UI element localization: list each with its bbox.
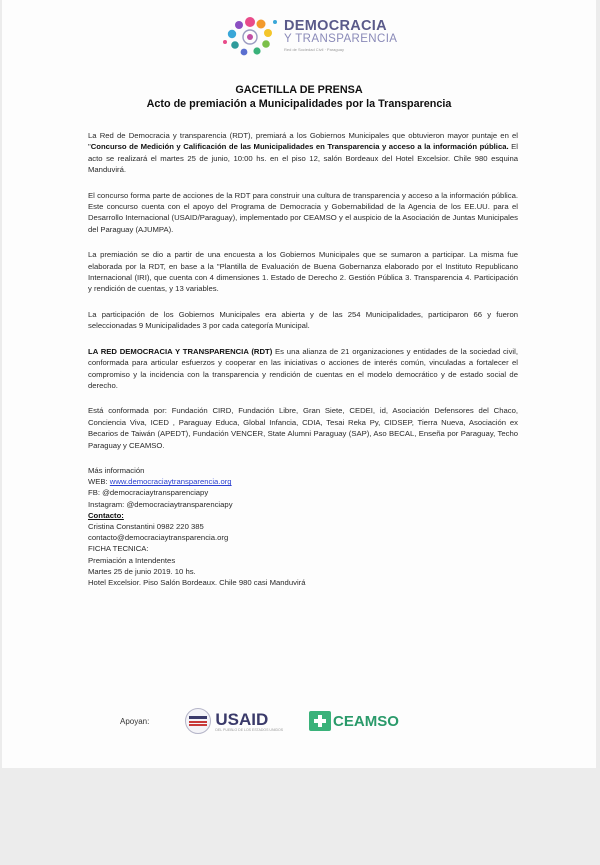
facebook-handle: FB: @democraciaytransparenciapy [88,488,209,498]
rdt-name: LA RED DEMOCRACIA Y TRANSPARENCIA (RDT) [88,346,273,356]
paragraph-rdt [88,346,518,392]
logo-dots-icon [220,12,280,58]
usaid-tagline: DEL PUEBLO DE LOS ESTADOS UNIDOS [215,727,284,732]
paragraph-participation: La participación de los Gobiernos Municipales era abierta y de las 254 Municipalidades, participaron 66 y fueron seleccionadas 9 Municipalidades 3 por cada categoría Municipal. [88,309,518,331]
contact-title: Contacto: [88,510,124,520]
paragraph-contest: El concurso forma parte de acciones de la RDT para construir una cultura de transparencia y acceso a la información pública. Este concurso cuenta con el apoyo del Programa de Democracia y Gobernabilidad de la Agencia de los EE.UU. para el Desarrollo Internacional (USAID/Paraguay), implementado por CEAMSO y el auspicio de la Asociación de Juntas Municipales del Paraguay (AJUMPA). [88,190,518,234]
contest-name: Concurso de Medición y Calificación de las Municipalidades en Transparencia y acceso a la información pública. [90,142,509,152]
document-subtitle: Acto de premiación a Municipalidades por la Transparencia [146,98,452,110]
supporters-label: Apoyan: [120,716,150,726]
usaid-logo [185,708,283,734]
ceamso-logo [309,711,399,731]
ceamso-plus-icon [309,711,331,731]
ficha-event: Premiación a Intendentes [88,555,176,565]
paragraph-survey: La premiación se dio a partir de una encuesta a los Gobiernos Municipales que se sumaron a participar. La misma fue elaborada por la RDT, en base a la "Plantilla de Evaluación de Buena Gobernanza elaborado por el Instituto Republicano Internacional (IRI), que cuenta con 4 dimensiones 1. Estado de Derecho 2. Gestión Pública 3. Transparencia 4. Participación y rendición de cuentas, y 13 variables. [88,250,518,294]
p1-details: El acto se realizará el martes 25 de junio, 10:00 hs. en el piso 12, salón Bordeaux del Hotel Excelsior. Chile 980 esquina Manduvirá. [88,142,518,175]
logo-title: DEMOCRACIA [284,17,387,34]
rdt-description: Es una alianza de 21 organizaciones y entidades de la sociedad civil, conformada para articular esfuerzos y cooperar en las iniciativas o acciones de interés común, vinculadas a fortalecer el compromiso y la incidencia con la transparencia y rendición de cuentas en el modelo democrático y de estado social de derecho. [88,346,518,390]
ceamso-wordmark: CEAMSO [333,712,399,730]
p1-text: La Red de Democracia y transparencia (RDT), premiará a los Gobiernos Municipales que obtuvieron mayor puntaje en el " [88,131,518,152]
press-release-page [2,0,596,768]
document-body [88,130,518,588]
contact-email: contacto@democraciaytransparencia.org [88,533,229,543]
paragraph-announcement [88,130,518,176]
supporters-row [120,708,399,734]
democracia-transparencia-logo [220,12,397,58]
ficha-title: FICHA TECNICA: [88,544,149,554]
ficha-date: Martes 25 de junio 2019. 10 hs. [88,566,196,576]
contact-name-phone: Cristina Constantini 0982 220 385 [88,521,204,531]
usaid-seal-icon [185,708,211,734]
usaid-wordmark: USAID [215,709,269,729]
logo-tagline: Red de Sociedad Civil · Paraguay [284,46,345,52]
website-link[interactable]: www.democraciaytransparencia.org [109,477,232,487]
contact-info [88,465,518,588]
paragraph-members: Está conformada por: Fundación CIRD, Fundación Libre, Gran Siete, CEDEI, id, Asociación Defensores del Chaco, Conciencia Viva, ICED , Paraguay Educa, Global Infancia, CDIA, Tesai Reka Py, CIDSEP, Tierra Nueva, Asociación ex Becarios de Taiwán (APEDT), Fundación VENCER, State Alumni Paraguay (SAP), Aso BECAL, Enseña por Paraguay, Techo Paraguay y CEAMSO. [88,406,518,450]
web-line [88,476,518,487]
logo-subtitle: Y TRANSPARENCIA [284,33,398,45]
instagram-handle: Instagram: @democraciaytransparenciapy [88,499,233,509]
document-title: GACETILLA DE PRENSA [235,84,363,96]
ficha-location: Hotel Excelsior. Piso Salón Bordeaux. Chile 980 casi Manduvirá [88,577,306,587]
more-info-label: Más información [88,465,145,475]
web-label: WEB: [88,477,110,487]
